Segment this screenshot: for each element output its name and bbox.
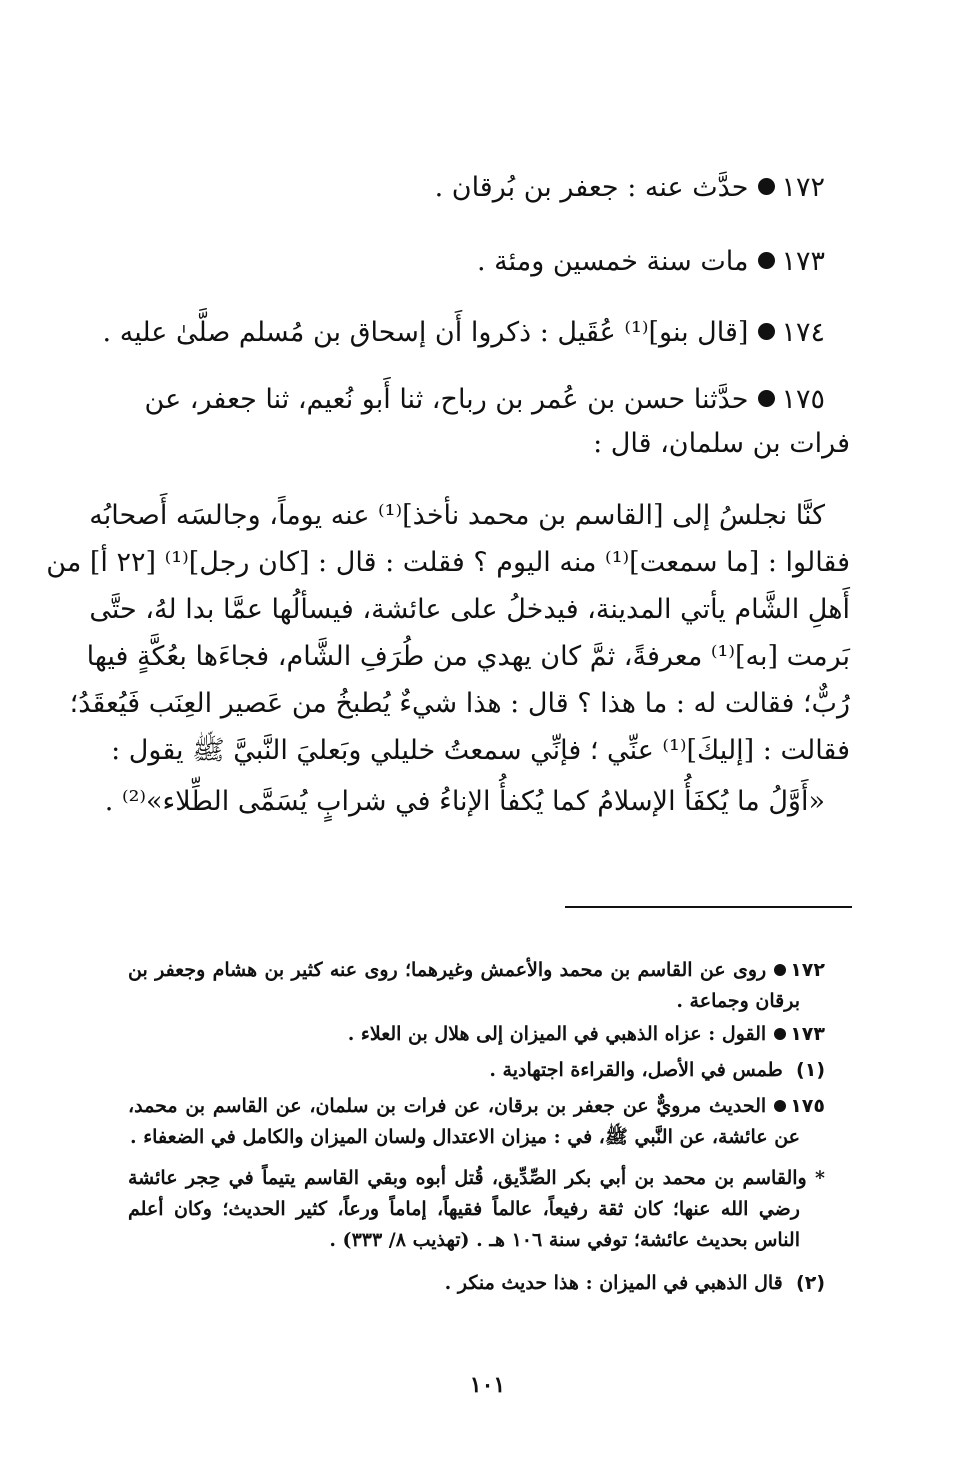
entry-175-line-2: فرات بن سلمان، قال : bbox=[593, 428, 850, 459]
narration-line: بَرمت [به]⁽¹⁾ معرفةً، ثمَّ كان يهدي من طُرَفِ الشَّام، فجاءَها بعُكَّةٍ فيها bbox=[86, 641, 850, 672]
footnote-line: الناس بحديث عائشة؛ توفي سنة ١٠٦ هـ . (تهذيب ٨/ ٣٣٣) . bbox=[329, 1229, 800, 1251]
hadith-quote: «أَوَّلُ ما يُكفَأُ الإسلامُ كما يُكفأُ الإناءُ في شرابٍ يُسَمَّى الطِّلاء»⁽²⁾ . bbox=[104, 786, 825, 817]
narration-line: فقالوا : [ما سمعت]⁽¹⁾ منه اليوم ؟ فقلت : قال : [كان رجل]⁽¹⁾ [٢٢ أ] من bbox=[46, 547, 850, 578]
footnote-text: قال الذهبي في الميزان : هذا حديث منكر . bbox=[444, 1272, 783, 1294]
entry-175 bbox=[128, 378, 850, 466]
narration-line: أَهلِ الشَّام يأتي المدينة، فيدخلُ على عائشة، فيسألُها عمَّا بدا لهُ، حتَّى bbox=[89, 594, 850, 625]
entry-number: ١٧٥ bbox=[781, 384, 825, 415]
footnote-line: عن عائشة، عن النَّبي ﷺ، في : ميزان الاعتدال ولسان الميزان والكامل في الضعفاء . bbox=[130, 1126, 800, 1148]
entry-number: ١٧٣ bbox=[781, 246, 825, 277]
bullet-icon bbox=[758, 178, 775, 195]
entry-number: ١٧٤ bbox=[781, 317, 825, 348]
entry-173 bbox=[145, 240, 825, 284]
footnote-text: روى عن القاسم بن محمد والأعمش وغيرهما؛ روى عنه كثير بن هشام وجعفر بن bbox=[128, 959, 767, 981]
footnote-line: رضي الله عنها؛ كان ثقة رفيعاً، عالماً فقيهاً، إماماً ورعاً، كثير الحديث؛ وكان أعلم bbox=[128, 1198, 800, 1220]
footnote-number: (١) bbox=[796, 1059, 825, 1081]
narration-line: كنَّا نجلسُ إلى [القاسم بن محمد نأخذ]⁽¹⁾ عنه يوماً، وجالسَه أَصحابُه bbox=[89, 500, 825, 531]
footnote-line: * والقاسم بن محمد بن أبي بكر الصِّدِّيق، قُتل أبوه وبقي القاسم يتيماً في حِجر عائشة bbox=[128, 1167, 825, 1189]
entry-text: حدَّثنا حسن بن عُمر بن رباح، ثنا أَبو نُعيم، ثنا جعفر، عن bbox=[144, 384, 749, 415]
entry-174 bbox=[102, 311, 825, 355]
footnote-divider bbox=[565, 906, 852, 908]
bullet-icon bbox=[774, 964, 786, 976]
footnote-1 bbox=[103, 1055, 825, 1086]
footnote-text: طمس في الأصل، والقراءة اجتهادية . bbox=[489, 1059, 783, 1081]
footnote-172 bbox=[128, 955, 850, 1017]
footnote-number: (٢) bbox=[796, 1272, 825, 1294]
footnote-line bbox=[128, 955, 850, 986]
page-number: ١٠١ bbox=[469, 1372, 506, 1398]
footnote-number: ١٧٢ bbox=[790, 959, 825, 981]
narration-line: فقالت : [إليكَ]⁽¹⁾ عنِّي ؛ فإنِّي سمعتُ خليلي وبَعليَ النَّبيَّ ﷺ يقول : bbox=[111, 735, 850, 766]
entry-number: ١٧٢ bbox=[781, 172, 825, 203]
entry-text: حدَّث عنه : جعفر بن بُرقان . bbox=[434, 172, 749, 203]
bullet-icon bbox=[758, 323, 775, 340]
footnote-line: برقان وجماعة . bbox=[676, 990, 800, 1012]
entry-172 bbox=[145, 166, 825, 210]
entry-175-line-1 bbox=[128, 378, 850, 422]
footnote-175 bbox=[128, 1091, 850, 1153]
footnote-number: ١٧٥ bbox=[790, 1095, 825, 1117]
bullet-icon bbox=[758, 390, 775, 407]
bullet-icon bbox=[774, 1028, 786, 1040]
main-narration bbox=[46, 492, 850, 774]
footnote-number: ١٧٣ bbox=[790, 1023, 825, 1045]
bullet-icon bbox=[774, 1100, 786, 1112]
footnote-biography bbox=[128, 1163, 850, 1256]
bullet-icon bbox=[758, 252, 775, 269]
footnote-line bbox=[128, 1091, 850, 1122]
footnote-2 bbox=[103, 1268, 825, 1299]
entry-text: [قال بنو]⁽¹⁾ عُقَيل : ذكروا أَن إسحاق بن مُسلم صلَّىٰ عليه . bbox=[102, 317, 749, 348]
narration-line: رُبٌّ؛ فقالت له : ما هذا ؟ قال : هذا شيءٌ يُطبخُ من عَصير العِنَب فَيُعقَدُ؛ bbox=[69, 688, 850, 719]
entry-text: مات سنة خمسين ومئة . bbox=[477, 246, 749, 277]
footnote-173 bbox=[103, 1019, 825, 1050]
footnote-text: القول : عزاه الذهبي في الميزان إلى هلال بن العلاء . bbox=[347, 1023, 767, 1045]
footnote-text: الحديث مرويٌّ عن جعفر بن برقان، عن فرات بن سلمان، عن القاسم بن محمد، bbox=[128, 1095, 767, 1117]
